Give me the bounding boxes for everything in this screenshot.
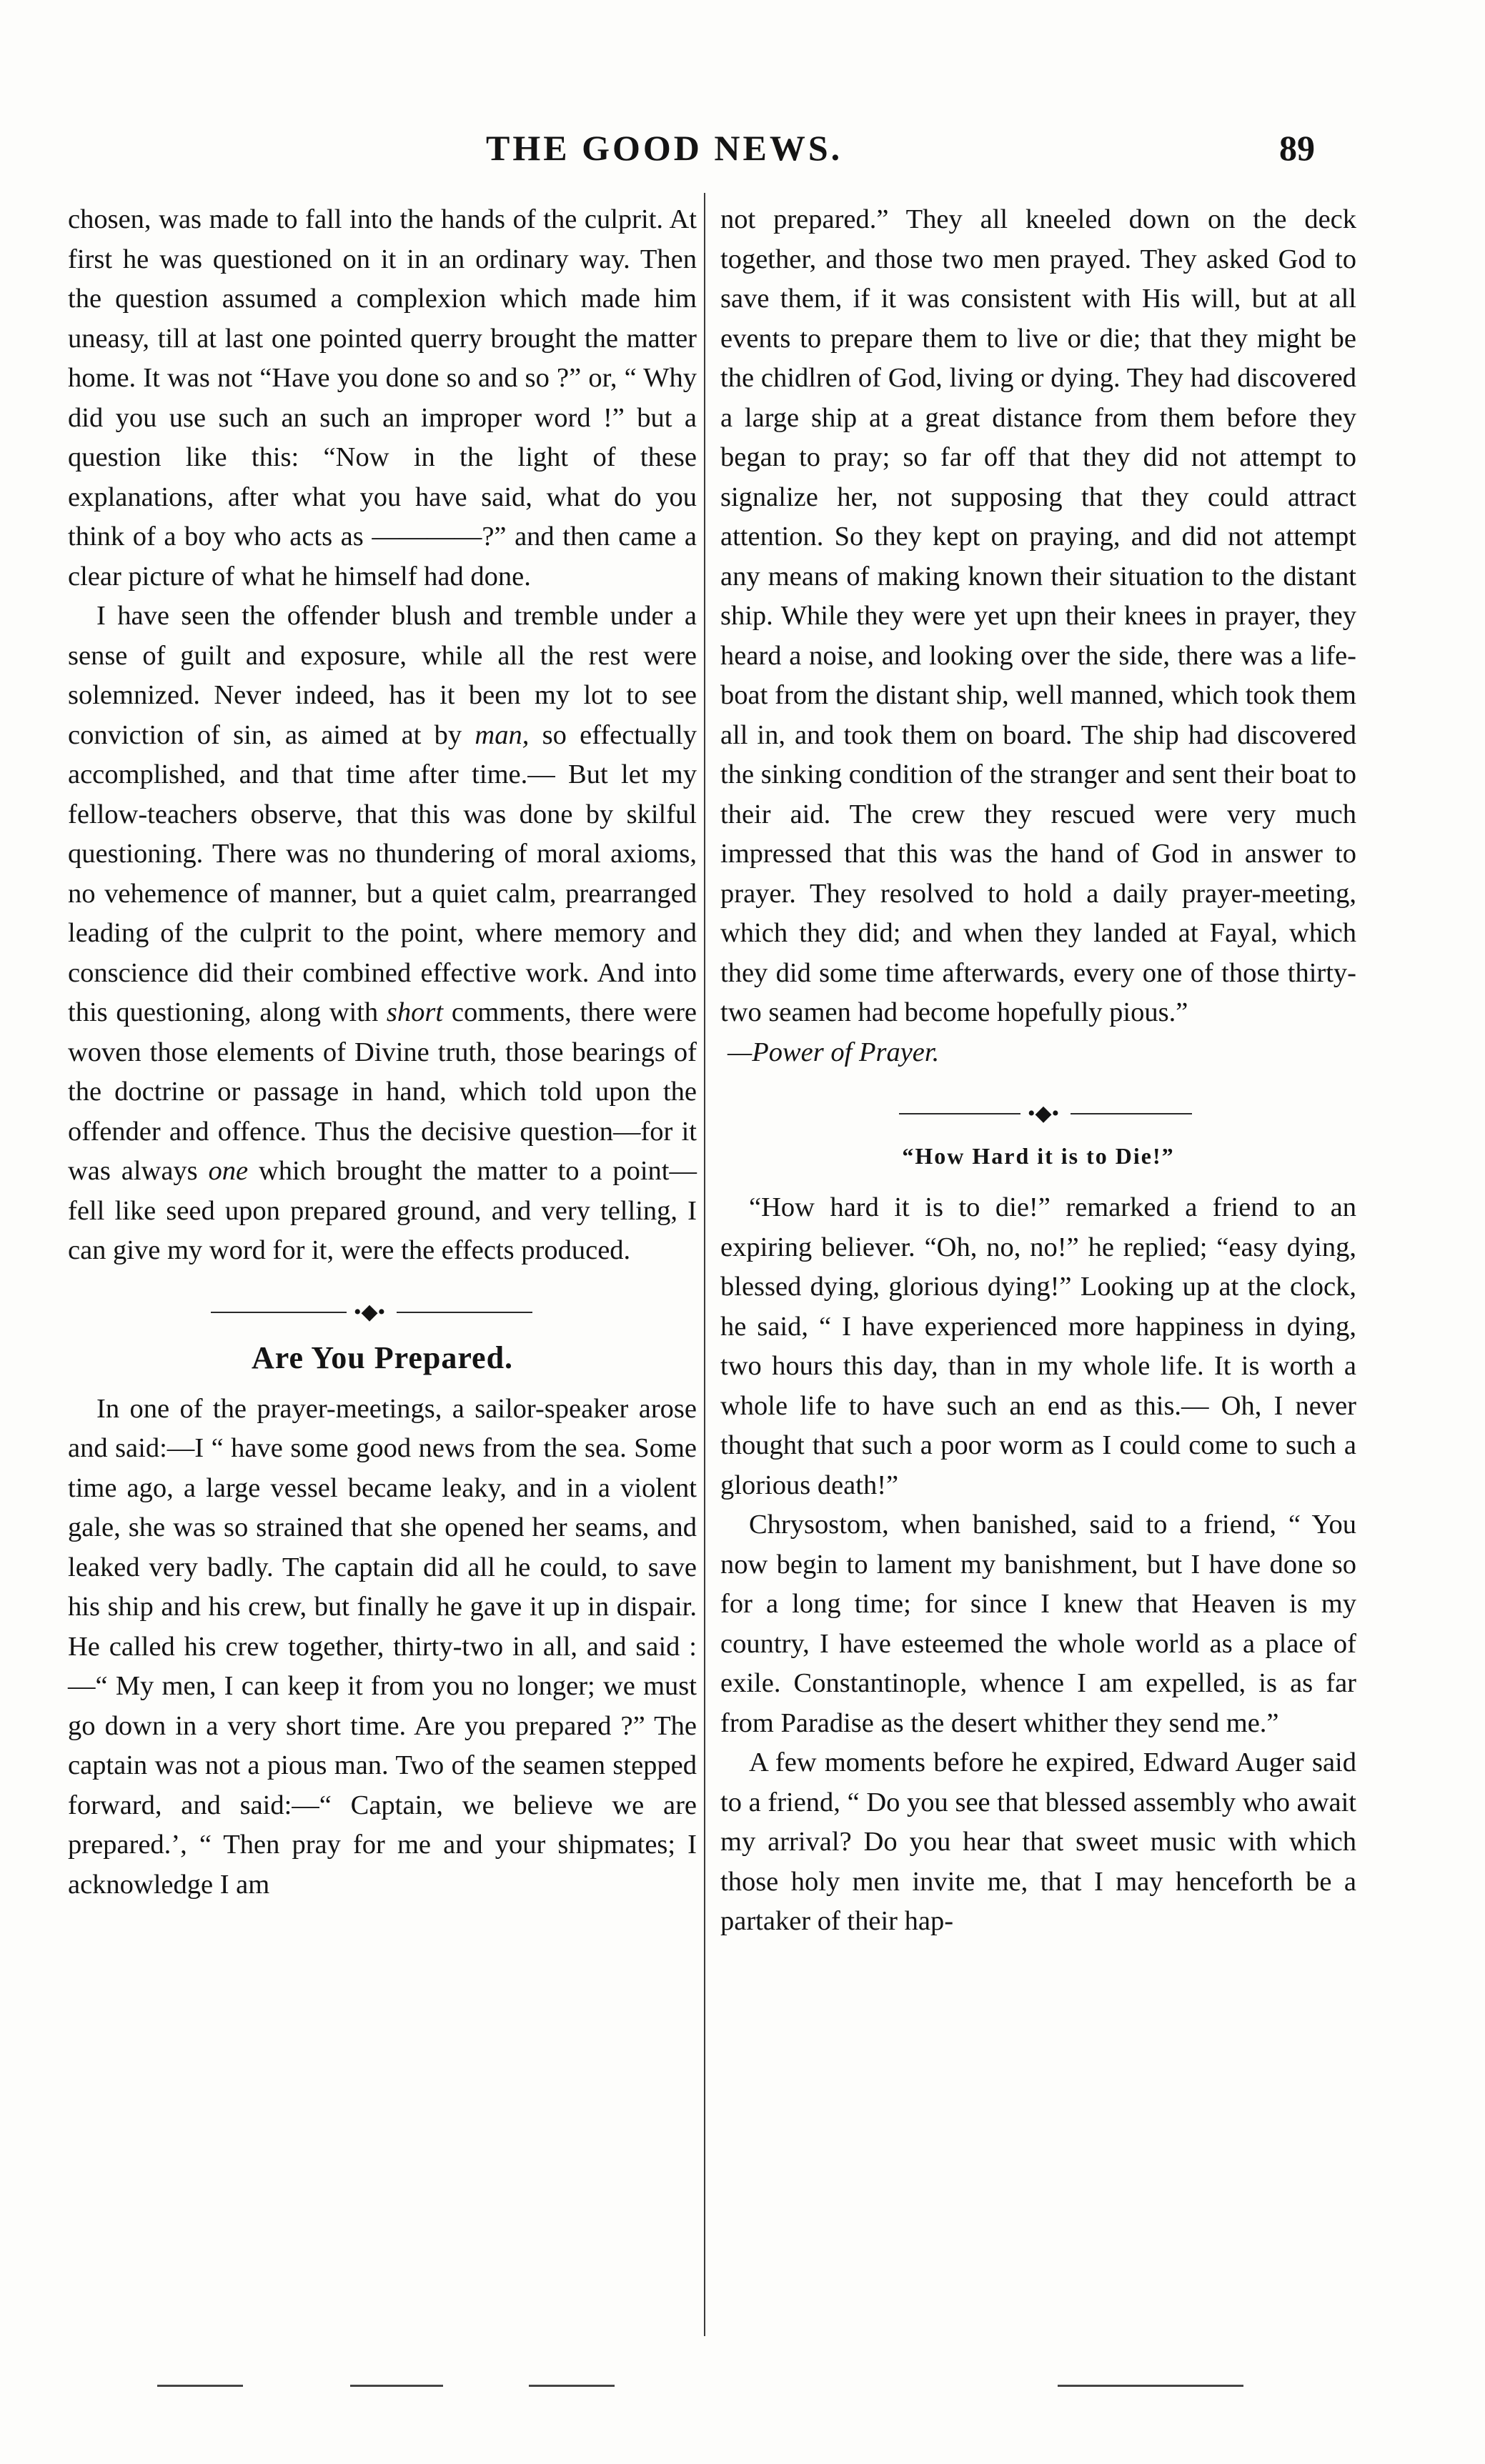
article-paragraph: I have seen the offender blush and tremble under a sense of guilt and exposure, while all the rest were solemnized. Never indeed, has it been my lot to see conviction of sin, as aimed at by man, so effectually accomplished, and that time after time.— But let my fellow-teachers observe, that this was done by skilful questioning. There was no thundering of moral axioms, no vehemence of manner, but a quiet calm, prearranged leading of the culprit to the point, where memory and conscience did their combined effective work. And into this questioning, along with short comments, there were woven those elements of Divine truth, those bearings of the doctrine or passage in hand, which told upon the offender and offence. Thus the decisive question—for it was always one which brought the matter to a point—fell like seed upon prepared ground, and very telling, I can give my word for it, were the effects produced. — [68, 601, 697, 1265]
divider-rule — [397, 1312, 532, 1313]
article-heading: Are You Prepared. — [251, 1340, 514, 1375]
running-head — [0, 127, 1485, 177]
article-paragraph: not prepared.” They all kneeled down on the deck together, and those two men prayed. They asked God to save them, if it was consistent with His will, but at all events to prepare them to live or die; that they might be the chidlren of God, living or dying. They had discovered a large ship at a great distance from them before they began to pray; so far off that they did not attempt to signalize her, not supposing that they could attract attention. So they kept on praying, and did not attempt any means of making known their situation to the distant ship. While they were yet upn their knees in prayer, they heard a noise, and looking over the side, there was a life-boat from the distant ship, well manned, which took them all in, and took them on board. The ship had discovered the sinking condition of the stranger and sent their boat to their aid. The crew they rescued were very much impressed that this was the hand of God in answer to prayer. They resolved to hold a daily prayer-meeting, which they did; and when they landed at Fayal, which they did some time afterwards, every one of those thirty-two seamen had become hopefully pious.” — [720, 204, 1356, 1027]
footer-print-marks — [129, 2379, 1344, 2393]
article-paragraph: “How hard it is to die!” remarked a friend to an expiring believer. “Oh, no, no!” he replied; “easy dying, blessed dying, glorious dying!” Looking up at the clock, he said, “ I have experienced more happiness in dying, two hours this day, than in my whole life. It is worth a whole life to have such an end as this.— Oh, I never thought that such a poor worm as I could come to such a glorious death!” — [720, 1192, 1356, 1500]
left-column — [68, 200, 697, 1905]
column-divider — [704, 193, 705, 2336]
page-title: THE GOOD NEWS. — [486, 128, 843, 168]
divider-rule — [211, 1312, 347, 1313]
divider-ornament-icon: •◆• — [354, 1300, 386, 1324]
section-divider — [68, 1298, 697, 1327]
article-paragraph: In one of the prayer-meetings, a sailor-speaker arose and said:—I “ have some good news from the sea. Some time ago, a large vessel became leaky, and in a violent gale, she was so strained that she opened her seams, and leaked very badly. The captain did all he could, to save his ship and his crew, but finally he gave it up in dispair. He called his crew together, thirty-two in all, and said :—“ My men, I can keep it from you no longer; we must go down in a very short time. Are you prepared ?” The captain was not a pious man. Two of the seamen stepped forward, and said:—“ Captain, we believe we are prepared.’, “ Then pray for me and your shipmates; I acknowledge I am — [68, 1393, 697, 1900]
article-heading: “How Hard it is to Die!” — [902, 1143, 1175, 1169]
print-mark — [529, 2385, 615, 2387]
print-mark — [1058, 2385, 1243, 2387]
divider-ornament-icon: •◆• — [1028, 1102, 1060, 1125]
section-divider — [720, 1099, 1356, 1128]
divider-rule — [1071, 1113, 1192, 1114]
divider-rule — [899, 1113, 1020, 1114]
article-paragraph: A few moments before he expired, Edward Auger said to a friend, “ Do you see that blessed assembly who await my arrival? Do you hear that sweet music with which those holy men invite me, that I may henceforth be a partaker of their hap- — [720, 1747, 1356, 1936]
article-paragraph: chosen, was made to fall into the hands of the culprit. At first he was questioned on it in an ordinary way. Then the question assumed a complexion which made him uneasy, till at last one pointed querry brought the matter home. It was not “Have you done so and so ?” or, “ Why did you use such an such an improper word !” but a question like this: “Now in the light of these explanations, after what you have said, what do you think of a boy who acts as ————?” and then came a clear picture of what he himself had done. — [68, 204, 697, 592]
print-mark — [157, 2385, 243, 2387]
article-signature: —Power of Prayer. — [727, 1037, 940, 1067]
page-number: 89 — [1279, 128, 1315, 168]
print-mark — [350, 2385, 443, 2387]
right-column — [720, 200, 1356, 1942]
article-paragraph: Chrysostom, when banished, said to a friend, “ You now begin to lament my banishment, but I have done so for a long time; for since I knew that Heaven is my country, I have esteemed the whole world as a place of exile. Constantinople, whence I am expelled, is as far from Paradise as the desert whither they send me.” — [720, 1510, 1356, 1738]
